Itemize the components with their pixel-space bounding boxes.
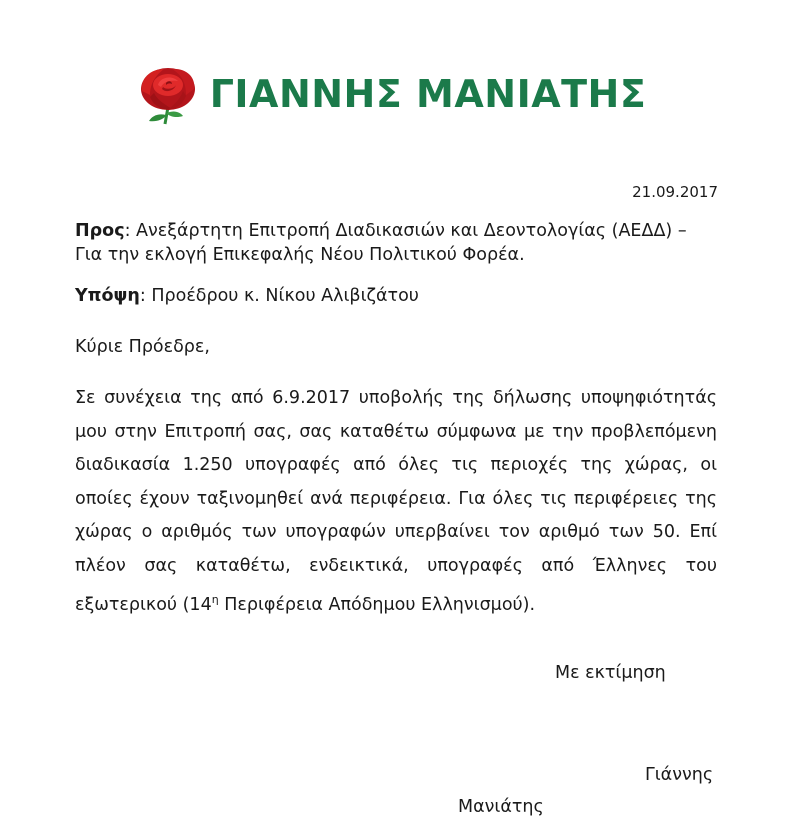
attention-text: : Προέδρου κ. Νίκου Αλιβιζάτου	[139, 286, 419, 306]
letter-body	[75, 382, 717, 622]
ordinal-superscript: η	[211, 593, 219, 606]
signature-first-name: Γιάννης	[645, 765, 714, 785]
signature-last-name: Μανιάτης	[458, 797, 544, 817]
red-rose-icon	[136, 63, 202, 125]
attention-label: Υπόψη	[75, 286, 140, 306]
brand-name: ΓΙΑΝΝΗΣ ΜΑΝΙΑΤΗΣ	[209, 72, 647, 116]
body-main-text: Σε συνέχεια της από 6.9.2017 υποβολής της δήλωσης υποψηφιότητάς μου στην Επιτροπή σας, σας καταθέτω σύμφωνα με την προβλεπόμενη διαδικασία 1.250 υπογραφές από όλες τις περιοχές της χώρας, οι οποίες έχουν ταξινομηθεί ανά περιφέρεια. Για όλες τις περιφέρειες της χώρας ο αριθμός των υπογραφών υπερβαίνει τον αριθμό των 50. Επί πλέον σας καταθέτω, ενδεικτικά, υπογραφές από Έλληνες του εξωτερικού (14	[75, 388, 717, 615]
attention-line	[75, 284, 717, 308]
recipient-label: Προς	[75, 221, 125, 241]
closing-phrase: Με εκτίμηση	[555, 663, 666, 683]
recipient-text: : Ανεξάρτητη Επιτροπή Διαδικασιών και Δεοντολογίας (ΑΕΔΔ) – Για την εκλογή Επικεφαλής Νέου Πολιτικού Φορέα.	[75, 221, 687, 265]
letter-date: 21.09.2017	[632, 183, 718, 201]
salutation: Κύριε Πρόεδρε,	[75, 337, 210, 357]
body-end-text: Περιφέρεια Απόδημου Ελληνισμού).	[218, 594, 536, 615]
recipient-line	[75, 219, 717, 267]
letterhead	[0, 62, 788, 126]
